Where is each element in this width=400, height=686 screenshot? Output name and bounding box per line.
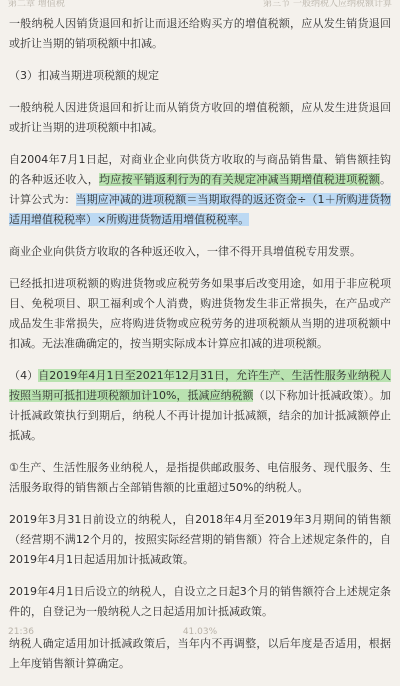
paragraph: 2019年4月1日后设立的纳税人，自设立之日起3个月的销售额符合上述规定条件的，自登记为一般纳税人之日起适用加计抵减政策。 <box>9 585 391 618</box>
paragraph: 一般纳税人因进货退回和折让而从销货方收回的增值税额，应从发生进货退回或折让当期的进项税额中扣减。 <box>9 101 391 134</box>
text-run: （以下称加计抵减政策）。加计抵减政策执行到期后，纳税人不再计提加计抵减额，结余的加计抵减额停止抵减。 <box>9 389 392 442</box>
highlight-green[interactable]: 自2019年4月1日至2021年12月31日，允许生产、生活性服务业纳税人按照当期可抵扣进项税额加计10%，抵减应纳税额 <box>9 369 392 402</box>
highlight-blue[interactable]: 当期应冲减的进项税额＝当期取得的返还资金÷（1＋所购进货物适用增值税税率）×所购进货物适用增值税税率。 <box>9 193 392 226</box>
chapter-title: 第二章 增值税 <box>8 0 65 9</box>
paragraph <box>9 366 391 446</box>
text-run: （4） <box>9 369 39 382</box>
clock-time: 21:36 <box>8 627 34 637</box>
book-page-content <box>9 14 391 686</box>
paragraph: 一般纳税人因销货退回和折让而退还给购买方的增值税额，应从发生销货退回或折让当期的销项税额中扣减。 <box>9 17 391 50</box>
text-run: 。计算公式为： <box>9 173 392 206</box>
paragraph: 已经抵扣进项税额的购进货物或应税劳务如果事后改变用途，如用于非应税项目、免税项目、职工福利或个人消费，购进货物发生非正常损失，在产品或产成品发生非常损失，应将购进货物或应税劳务的进项税额从当期的进项税额中扣减。无法准确确定的，按当期实际成本计算应扣减的进项税额。 <box>9 277 391 350</box>
section-title: 第三节 一般纳税人应纳税额计算 <box>263 0 392 9</box>
text-run: 自2004年7月1日起，对商业企业向供货方收取的与商品销售量、销售额挂钩的各种返还收入， <box>9 153 391 186</box>
subsection-heading: （3）扣减当期进项税额的规定 <box>9 69 159 82</box>
paragraph: 纳税人确定适用加计抵减政策后，当年内不再调整，以后年度是否适用，根据上年度销售额计算确定。 <box>9 637 391 670</box>
paragraph <box>9 150 391 230</box>
highlight-green[interactable]: 均应按平销返利行为的有关规定冲减当期增值税进项税额 <box>98 173 381 186</box>
reader-footer <box>0 624 400 640</box>
paragraph: 2019年3月31日前设立的纳税人，自2018年4月至2019年3月期间的销售额（经营期不满12个月的，按照实际经营期的销售额）符合上述规定条件的，自2019年4月1日起适用加计抵减政策。 <box>9 513 391 566</box>
paragraph: ①生产、生活性服务业纳税人，是指提供邮政服务、电信服务、现代服务、生活服务取得的销售额占全部销售额的比重超过50%的纳税人。 <box>9 461 391 494</box>
reading-progress: 41.03% <box>182 627 218 637</box>
reader-header <box>0 0 400 12</box>
paragraph: 商业企业向供货方收取的各种返还收入，一律不得开具增值税专用发票。 <box>9 245 361 258</box>
